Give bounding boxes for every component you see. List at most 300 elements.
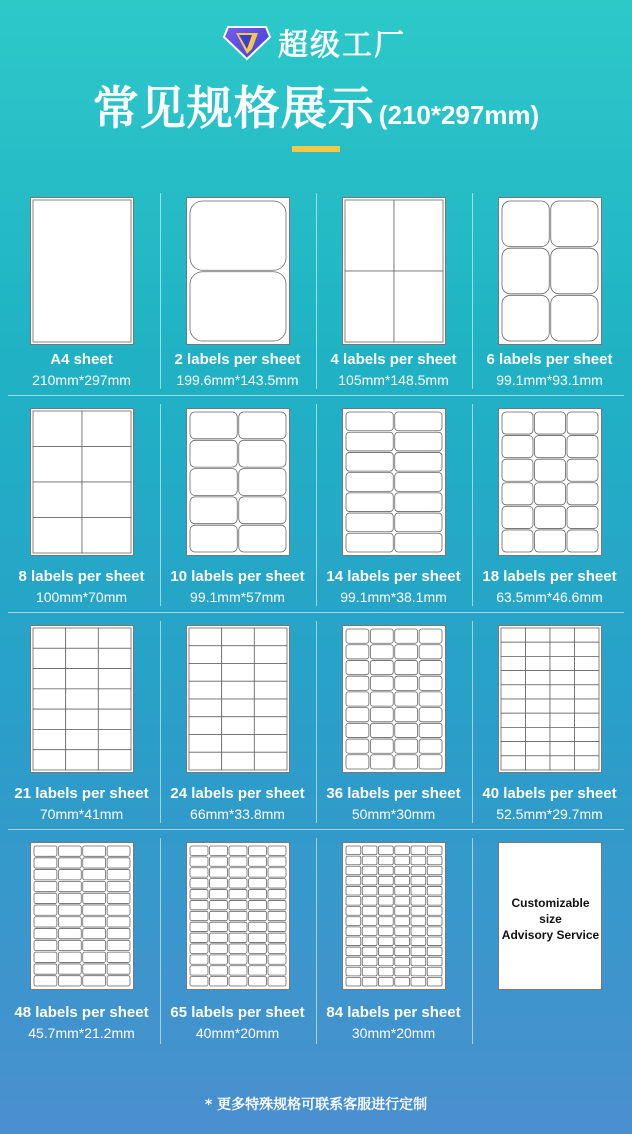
label-cell — [567, 412, 598, 434]
label-cell — [394, 645, 417, 659]
label-cell — [268, 977, 286, 986]
label-cell — [248, 890, 266, 899]
label-cell — [346, 533, 393, 552]
spec-card — [474, 830, 625, 1050]
label-cell — [33, 411, 82, 447]
label-sheet — [30, 625, 134, 773]
label-cell — [33, 200, 131, 342]
spec-card — [162, 185, 313, 395]
spec-card — [162, 396, 313, 612]
label-cell — [411, 977, 426, 986]
label-cell — [209, 933, 227, 942]
label-cell — [427, 967, 442, 976]
label-cell — [419, 629, 442, 643]
label-cell — [427, 856, 442, 865]
spec-card — [162, 830, 313, 1050]
label-cell — [98, 709, 131, 729]
label-cell — [394, 886, 409, 895]
label-cell — [190, 890, 208, 899]
label-layout — [31, 409, 133, 555]
label-cell — [502, 530, 533, 552]
label-cell — [346, 755, 369, 769]
label-cell — [65, 628, 98, 648]
label-cell — [525, 713, 550, 727]
label-sheet — [342, 408, 446, 556]
label-layout — [499, 626, 601, 772]
label-cell — [534, 412, 565, 434]
spec-grid — [6, 185, 626, 1050]
spec-name: 8 labels per sheet — [18, 568, 145, 585]
spec-dimension: 99.1mm*38.1mm — [340, 589, 447, 605]
label-cell — [346, 629, 369, 643]
label-cell — [346, 897, 361, 906]
label-cell — [362, 907, 377, 916]
column-divider — [316, 838, 317, 1044]
label-cell — [525, 685, 550, 699]
label-cell — [525, 756, 550, 770]
spec-card — [318, 396, 469, 612]
label-cell — [346, 846, 361, 855]
label-cell — [411, 967, 426, 976]
label-cell — [268, 966, 286, 975]
label-cell — [346, 977, 361, 986]
label-cell — [502, 483, 533, 505]
label-cell — [190, 966, 208, 975]
label-cell — [411, 876, 426, 885]
label-cell — [378, 937, 393, 946]
label-cell — [229, 846, 247, 855]
label-cell — [502, 506, 533, 528]
label-layout — [187, 198, 289, 344]
label-cell — [411, 927, 426, 936]
label-cell — [238, 412, 285, 439]
label-cell — [34, 870, 57, 880]
label-cell — [550, 248, 597, 294]
label-cell — [346, 856, 361, 865]
label-cell — [525, 656, 550, 670]
label-layout — [343, 626, 445, 772]
label-cell — [254, 646, 287, 664]
brand-logo — [222, 20, 406, 64]
label-cell — [248, 857, 266, 866]
label-cell — [370, 692, 393, 706]
spec-dimension: 210mm*297mm — [32, 372, 131, 388]
label-cell — [550, 727, 575, 741]
spec-name: 36 labels per sheet — [326, 785, 461, 802]
label-cell — [394, 432, 441, 451]
label-cell — [238, 497, 285, 524]
label-cell — [65, 750, 98, 770]
label-cell — [58, 905, 81, 915]
label-cell — [411, 897, 426, 906]
label-cell — [209, 966, 227, 975]
label-cell — [574, 713, 599, 727]
label-cell — [567, 483, 598, 505]
label-cell — [190, 857, 208, 866]
label-cell — [248, 868, 266, 877]
label-cell — [378, 977, 393, 986]
label-cell — [58, 940, 81, 950]
label-cell — [378, 927, 393, 936]
label-cell — [550, 699, 575, 713]
label-cell — [107, 964, 130, 974]
label-cell — [189, 681, 222, 699]
spec-card — [6, 830, 157, 1050]
label-sheet — [186, 408, 290, 556]
label-sheet — [498, 408, 602, 556]
spec-card — [474, 613, 625, 829]
label-cell — [346, 907, 361, 916]
label-sheet — [342, 625, 446, 773]
label-cell — [550, 201, 597, 247]
column-divider — [316, 193, 317, 389]
label-cell — [229, 879, 247, 888]
label-cell — [394, 692, 417, 706]
label-layout — [343, 198, 445, 344]
label-cell — [82, 447, 131, 483]
label-cell — [268, 846, 286, 855]
spec-dimension: 199.6mm*143.5mm — [176, 372, 299, 388]
label-cell — [82, 881, 105, 891]
label-sheet — [186, 197, 290, 345]
label-cell — [221, 628, 254, 646]
label-cell — [34, 917, 57, 927]
label-cell — [394, 723, 417, 737]
label-cell — [65, 689, 98, 709]
label-cell — [107, 929, 130, 939]
label-cell — [574, 756, 599, 770]
label-cell — [346, 452, 393, 471]
label-cell — [34, 964, 57, 974]
label-cell — [82, 858, 105, 868]
label-cell — [346, 967, 361, 976]
label-cell — [525, 699, 550, 713]
label-cell — [33, 518, 82, 554]
label-cell — [34, 846, 57, 856]
label-cell — [34, 952, 57, 962]
spec-card — [318, 613, 469, 829]
label-cell — [378, 886, 393, 895]
label-cell — [502, 459, 533, 481]
spec-card — [318, 830, 469, 1050]
spec-name: 4 labels per sheet — [330, 351, 457, 368]
label-cell — [58, 917, 81, 927]
label-cell — [370, 660, 393, 674]
label-cell — [268, 911, 286, 920]
label-cell — [346, 947, 361, 956]
label-cell — [248, 879, 266, 888]
label-cell — [427, 886, 442, 895]
label-cell — [189, 752, 222, 770]
label-cell — [107, 858, 130, 868]
spec-dimension: 63.5mm*46.6mm — [496, 589, 603, 605]
label-cell — [362, 897, 377, 906]
spec-dimension: 99.1mm*93.1mm — [496, 372, 603, 388]
label-cell — [189, 646, 222, 664]
label-cell — [427, 846, 442, 855]
label-cell — [550, 295, 597, 341]
label-cell — [394, 866, 409, 875]
label-cell — [33, 689, 66, 709]
label-cell — [82, 411, 131, 447]
spec-card — [6, 185, 157, 395]
label-layout — [31, 843, 133, 989]
label-cell — [238, 525, 285, 552]
label-layout — [343, 409, 445, 555]
label-cell — [394, 271, 443, 342]
spec-card — [318, 185, 469, 395]
label-cell — [394, 493, 441, 512]
label-layout — [343, 843, 445, 989]
label-cell — [394, 977, 409, 986]
label-cell — [525, 727, 550, 741]
label-cell — [346, 886, 361, 895]
label-cell — [574, 656, 599, 670]
spec-name: A4 sheet — [50, 351, 113, 368]
spec-name: 84 labels per sheet — [326, 1004, 461, 1021]
column-divider — [316, 621, 317, 823]
label-cell — [502, 412, 533, 434]
label-cell — [501, 685, 526, 699]
label-cell — [190, 412, 237, 439]
label-cell — [190, 879, 208, 888]
label-cell — [362, 866, 377, 875]
label-cell — [345, 271, 394, 342]
label-cell — [370, 723, 393, 737]
spec-card — [6, 613, 157, 829]
label-cell — [419, 676, 442, 690]
label-cell — [107, 952, 130, 962]
label-cell — [65, 648, 98, 668]
column-divider — [472, 838, 473, 1044]
label-cell — [370, 629, 393, 643]
label-cell — [394, 533, 441, 552]
label-layout — [499, 198, 601, 344]
spec-name: 6 labels per sheet — [486, 351, 613, 368]
spec-dimension: 52.5mm*29.7mm — [496, 806, 603, 822]
label-cell — [346, 937, 361, 946]
label-cell — [107, 846, 130, 856]
label-cell — [567, 459, 598, 481]
label-cell — [34, 976, 57, 986]
label-cell — [362, 977, 377, 986]
label-cell — [33, 669, 66, 689]
spec-card — [474, 396, 625, 612]
label-cell — [248, 944, 266, 953]
label-cell — [378, 856, 393, 865]
label-layout — [499, 409, 601, 555]
spec-name: 65 labels per sheet — [170, 1004, 305, 1021]
label-cell — [33, 447, 82, 483]
label-cell — [190, 977, 208, 986]
label-cell — [362, 856, 377, 865]
label-cell — [268, 922, 286, 931]
spec-card — [474, 185, 625, 395]
label-sheet — [30, 197, 134, 345]
label-layout — [187, 409, 289, 555]
label-cell — [190, 201, 286, 270]
label-cell — [65, 709, 98, 729]
label-cell — [254, 681, 287, 699]
label-cell — [58, 881, 81, 891]
label-cell — [189, 735, 222, 753]
label-cell — [189, 628, 222, 646]
label-cell — [411, 846, 426, 855]
label-cell — [221, 717, 254, 735]
diamond-logo-icon — [222, 23, 272, 61]
label-cell — [378, 846, 393, 855]
label-cell — [394, 676, 417, 690]
label-cell — [411, 907, 426, 916]
label-cell — [534, 530, 565, 552]
label-cell — [209, 922, 227, 931]
label-cell — [248, 900, 266, 909]
label-cell — [98, 729, 131, 749]
label-cell — [394, 947, 409, 956]
label-cell — [378, 876, 393, 885]
label-cell — [502, 248, 549, 294]
label-cell — [82, 518, 131, 554]
label-cell — [394, 846, 409, 855]
label-cell — [502, 201, 549, 247]
label-cell — [501, 656, 526, 670]
label-cell — [254, 699, 287, 717]
label-cell — [58, 870, 81, 880]
label-cell — [82, 482, 131, 518]
label-cell — [254, 664, 287, 682]
label-layout — [187, 843, 289, 989]
label-cell — [268, 944, 286, 953]
label-cell — [33, 729, 66, 749]
label-cell — [58, 929, 81, 939]
column-divider — [160, 621, 161, 823]
label-cell — [362, 957, 377, 966]
label-cell — [346, 493, 393, 512]
label-cell — [268, 879, 286, 888]
label-cell — [346, 957, 361, 966]
label-cell — [362, 947, 377, 956]
label-cell — [394, 907, 409, 916]
label-cell — [248, 846, 266, 855]
label-cell — [394, 876, 409, 885]
label-cell — [574, 699, 599, 713]
label-cell — [98, 628, 131, 648]
label-cell — [254, 752, 287, 770]
spec-name: 21 labels per sheet — [14, 785, 149, 802]
label-cell — [107, 917, 130, 927]
label-cell — [534, 506, 565, 528]
label-cell — [419, 708, 442, 722]
label-cell — [229, 890, 247, 899]
label-cell — [107, 976, 130, 986]
label-cell — [229, 868, 247, 877]
label-cell — [419, 723, 442, 737]
label-cell — [346, 645, 369, 659]
label-cell — [346, 708, 369, 722]
spec-dimension: 30mm*20mm — [351, 1025, 436, 1041]
label-cell — [346, 866, 361, 875]
label-cell — [394, 513, 441, 532]
label-cell — [82, 929, 105, 939]
label-cell — [346, 676, 369, 690]
label-sheet — [30, 408, 134, 556]
label-cell — [229, 900, 247, 909]
label-cell — [98, 689, 131, 709]
label-cell — [98, 669, 131, 689]
label-cell — [107, 870, 130, 880]
label-cell — [229, 955, 247, 964]
label-cell — [190, 900, 208, 909]
label-cell — [419, 645, 442, 659]
spec-name: 48 labels per sheet — [14, 1004, 149, 1021]
label-cell — [82, 905, 105, 915]
spec-name: 40 labels per sheet — [482, 785, 617, 802]
label-cell — [534, 459, 565, 481]
label-cell — [346, 412, 393, 431]
label-cell — [427, 947, 442, 956]
label-cell — [254, 628, 287, 646]
label-layout — [187, 626, 289, 772]
label-cell — [411, 947, 426, 956]
label-cell — [34, 881, 57, 891]
label-cell — [98, 648, 131, 668]
column-divider — [472, 404, 473, 606]
label-cell — [82, 940, 105, 950]
label-cell — [248, 955, 266, 964]
label-cell — [107, 940, 130, 950]
label-cell — [501, 713, 526, 727]
label-cell — [501, 671, 526, 685]
label-sheet — [186, 625, 290, 773]
label-cell — [427, 927, 442, 936]
label-cell — [550, 671, 575, 685]
label-cell — [574, 671, 599, 685]
label-cell — [58, 952, 81, 962]
label-cell — [501, 628, 526, 642]
label-cell — [394, 897, 409, 906]
label-cell — [248, 977, 266, 986]
label-cell — [370, 645, 393, 659]
label-cell — [362, 886, 377, 895]
label-cell — [370, 676, 393, 690]
label-sheet — [342, 842, 446, 990]
label-cell — [346, 692, 369, 706]
label-cell — [229, 922, 247, 931]
label-cell — [209, 911, 227, 920]
label-cell — [394, 927, 409, 936]
label-cell — [346, 917, 361, 926]
label-cell — [107, 893, 130, 903]
label-cell — [346, 723, 369, 737]
label-cell — [221, 664, 254, 682]
label-cell — [411, 886, 426, 895]
spec-name: 24 labels per sheet — [170, 785, 305, 802]
label-cell — [419, 739, 442, 753]
label-cell — [394, 957, 409, 966]
label-cell — [209, 900, 227, 909]
label-cell — [567, 530, 598, 552]
label-cell — [574, 628, 599, 642]
brand-name: 超级工厂 — [278, 28, 406, 63]
custom-size-text: Customizable size Advisory Service — [501, 896, 600, 942]
label-cell — [65, 729, 98, 749]
label-cell — [427, 876, 442, 885]
label-cell — [378, 917, 393, 926]
label-cell — [567, 436, 598, 458]
label-cell — [33, 482, 82, 518]
label-cell — [370, 739, 393, 753]
label-cell — [502, 436, 533, 458]
